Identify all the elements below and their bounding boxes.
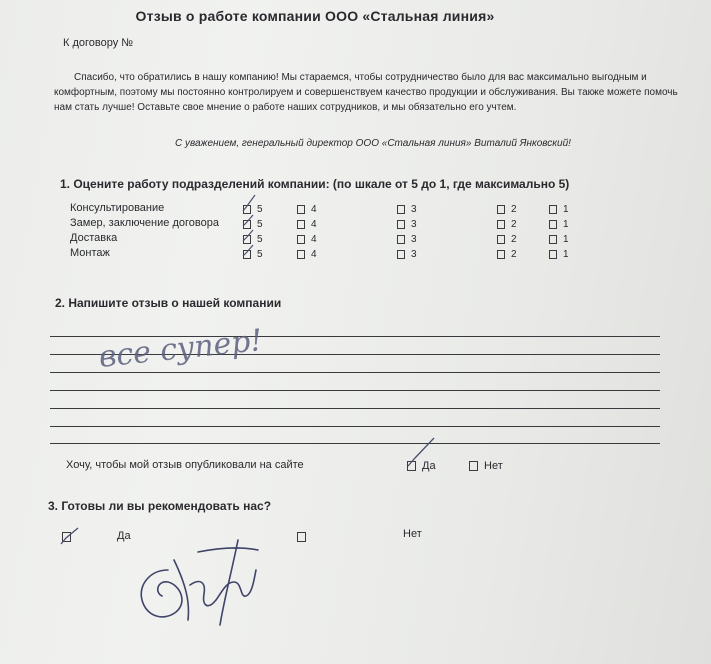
rating-checkbox[interactable]	[297, 250, 305, 259]
rating-value: 5	[257, 204, 263, 215]
recommend-no-checkbox[interactable]	[297, 532, 306, 542]
recommend-no-checkbox-wrap[interactable]	[297, 532, 306, 542]
section2-heading: 2. Напишите отзыв о нашей компании	[55, 296, 282, 310]
rating-option[interactable]	[497, 219, 517, 230]
intro-text: Спасибо, что обратились в нашу компанию! Мы стараемся, чтобы сотрудничество было для вас максимально выгодным и комфортным, поэтому мы постоянно контролируем и совершенствуем качество продукции и обслуживания. Вы также можете помочь нам стать лучше! Оставьте свое мнение о работе наших сотрудников, и мы обязательно его учтем.	[54, 72, 678, 113]
svg-text:все супер!: все супер!	[97, 322, 265, 375]
rating-option[interactable]	[397, 219, 417, 230]
rating-value: 3	[411, 249, 417, 260]
publish-yes-label: Да	[422, 460, 436, 472]
rating-checkbox[interactable]	[297, 205, 305, 214]
form-title: Отзыв о работе компании ООО «Стальная линия»	[135, 8, 495, 24]
rating-row-label: Замер, заключение договора	[70, 217, 219, 229]
rating-option[interactable]	[549, 204, 569, 215]
rating-checkbox[interactable]	[397, 250, 405, 259]
rating-checkbox[interactable]	[297, 220, 305, 229]
recommend-no-label: Нет	[403, 528, 422, 540]
publish-yes-checkmark	[404, 436, 444, 470]
publish-no-label: Нет	[484, 460, 503, 472]
rating-value: 5	[257, 219, 263, 230]
rating-option[interactable]	[497, 204, 517, 215]
rating-checkbox[interactable]	[497, 235, 505, 244]
rating-checkbox[interactable]	[397, 220, 405, 229]
rating-value: 5	[257, 249, 263, 260]
rating-value: 3	[411, 219, 417, 230]
recommend-yes-label: Да	[117, 530, 131, 542]
rating-checkbox[interactable]	[397, 235, 405, 244]
rating-value: 1	[563, 249, 569, 260]
rating-value: 4	[311, 234, 317, 245]
rating-checkbox[interactable]	[549, 205, 557, 214]
publish-no-option[interactable]	[469, 460, 503, 472]
rating-checkbox[interactable]	[497, 205, 505, 214]
rating-value: 1	[563, 234, 569, 245]
review-line	[50, 426, 660, 427]
rating-value: 3	[411, 234, 417, 245]
rating-checkbox[interactable]	[549, 235, 557, 244]
rating-checkbox[interactable]	[497, 250, 505, 259]
section3-heading: 3. Готовы ли вы рекомендовать нас?	[48, 499, 272, 513]
rating-option[interactable]	[297, 204, 317, 215]
rating-checkmark	[240, 239, 258, 259]
rating-row-label: Монтаж	[70, 247, 110, 259]
rating-value: 4	[311, 204, 317, 215]
rating-value: 1	[563, 204, 569, 215]
rating-option[interactable]	[397, 204, 417, 215]
rating-value: 2	[511, 234, 517, 245]
rating-value: 1	[563, 219, 569, 230]
handwritten-review	[95, 318, 295, 378]
rating-value: 2	[511, 219, 517, 230]
rating-option[interactable]	[497, 234, 517, 245]
rating-checkbox[interactable]	[549, 250, 557, 259]
rating-row-label: Консультирование	[70, 202, 165, 214]
customer-signature	[128, 530, 278, 630]
rating-option[interactable]	[397, 249, 417, 260]
section1-heading: 1. Оцените работу подразделений компании: (по шкале от 5 до 1, где максимально 5)	[60, 177, 570, 191]
review-line	[50, 390, 660, 391]
rating-checkbox[interactable]	[397, 205, 405, 214]
rating-option[interactable]	[549, 249, 569, 260]
rating-checkbox[interactable]	[497, 220, 505, 229]
rating-option[interactable]	[297, 219, 317, 230]
rating-option[interactable]	[497, 249, 517, 260]
rating-checkbox[interactable]	[297, 235, 305, 244]
recommend-yes-checkmark	[58, 526, 82, 548]
rating-value: 2	[511, 204, 517, 215]
rating-value: 3	[411, 204, 417, 215]
rating-value: 2	[511, 249, 517, 260]
review-line	[50, 443, 660, 444]
director-signature-line: С уважением, генеральный директор ООО «Стальная линия» Виталий Янковский!	[175, 138, 571, 149]
rating-checkbox[interactable]	[549, 220, 557, 229]
contract-label: К договору №	[63, 37, 134, 49]
rating-option[interactable]	[297, 234, 317, 245]
rating-option[interactable]	[549, 219, 569, 230]
publish-question: Хочу, чтобы мой отзыв опубликовали на сайте	[66, 459, 304, 471]
rating-option[interactable]	[397, 234, 417, 245]
rating-value: 4	[311, 249, 317, 260]
review-line	[50, 408, 660, 409]
rating-value: 5	[257, 234, 263, 245]
publish-no-checkbox[interactable]	[469, 461, 478, 471]
rating-option[interactable]	[549, 234, 569, 245]
rating-row-label: Доставка	[70, 232, 118, 244]
rating-option[interactable]	[297, 249, 317, 260]
rating-value: 4	[311, 219, 317, 230]
